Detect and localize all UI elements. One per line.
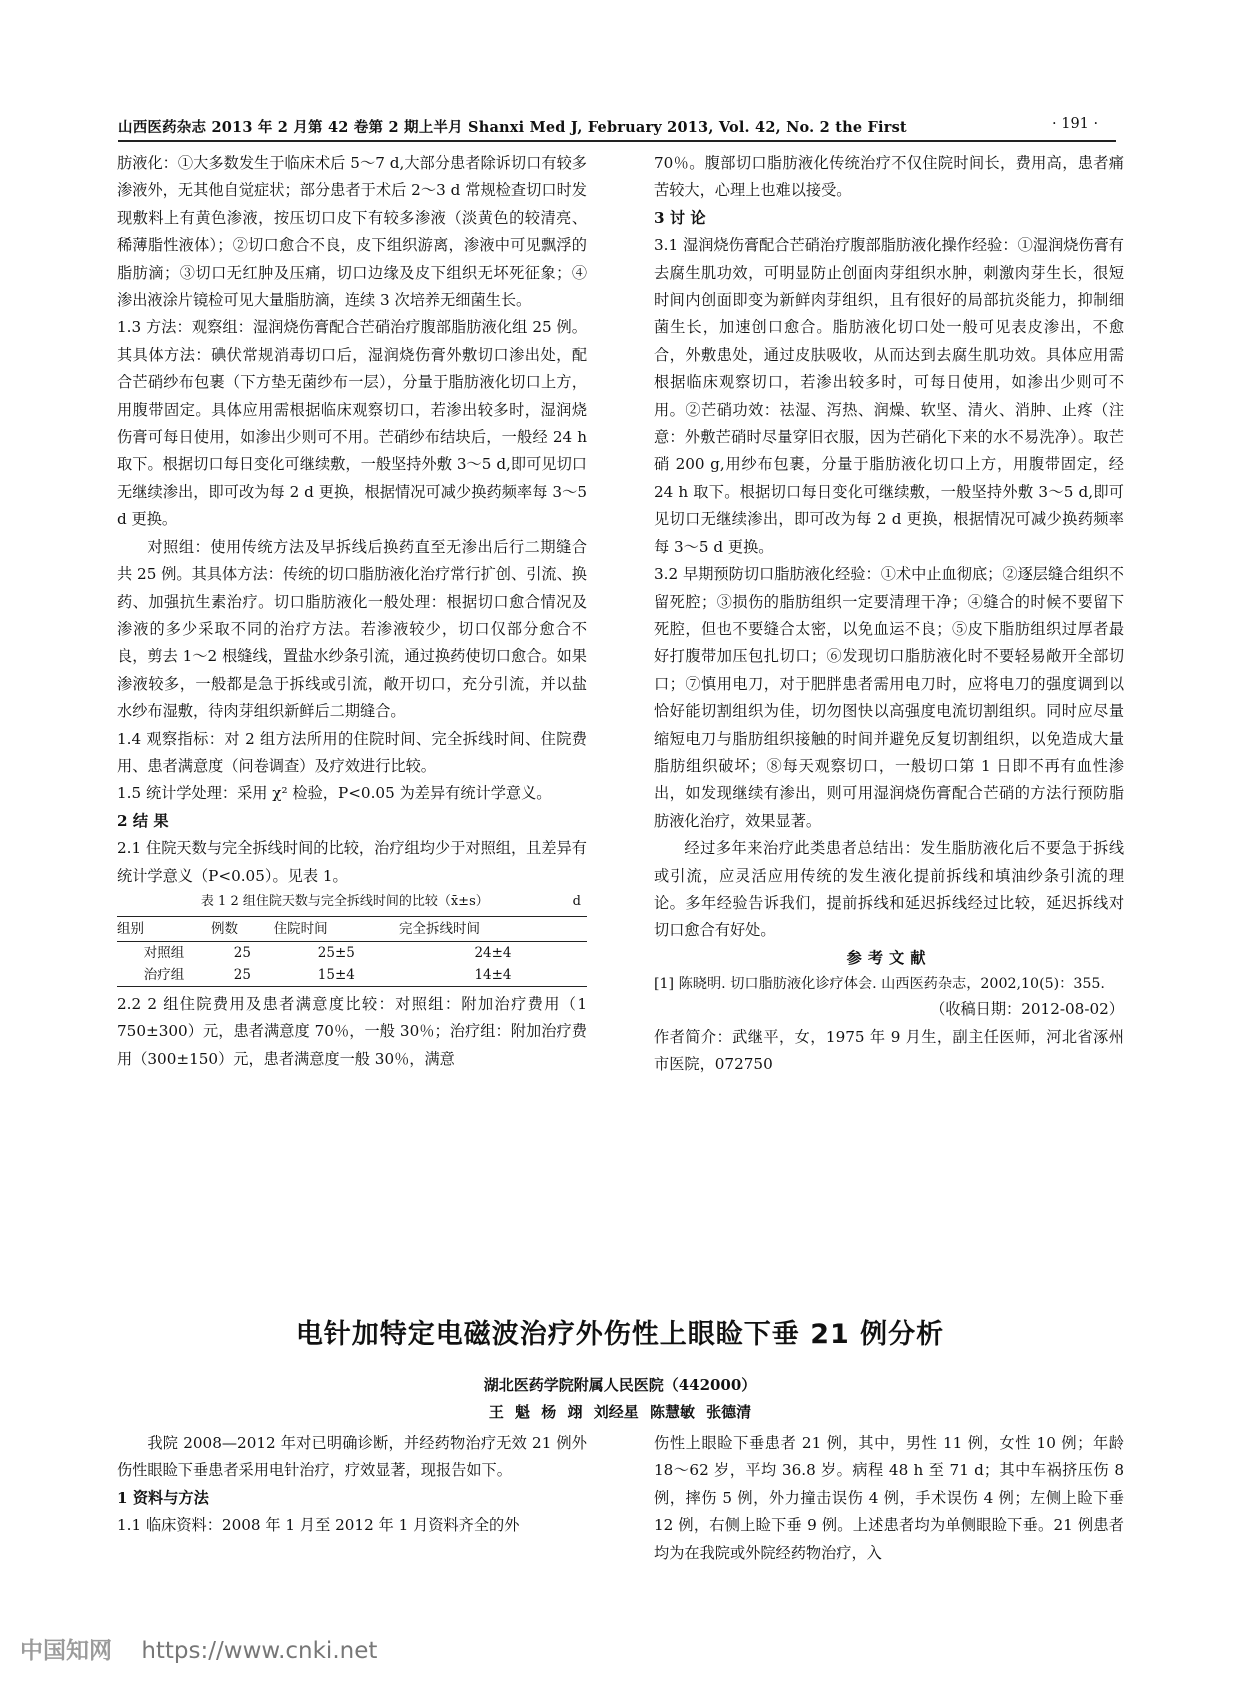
page-number: · 191 ·: [1052, 116, 1099, 132]
right-column: [654, 150, 1124, 1078]
table-1: [117, 916, 587, 987]
article2-left-column: [117, 1430, 587, 1540]
author-bio: 作者简介：武继平，女，1975 年 9 月生，副主任医师，河北省涿州市医院，072750: [654, 1027, 1124, 1073]
left-column: [117, 150, 587, 1073]
paragraph: 3.2 早期预防切口脂肪液化经验：①术中止血彻底；②逐层缝合组织不留死腔；③损伤的脂肪组织一定要清理干净；④缝合的时候不要留下死腔，但也不要缝合太密，以免血运不良；⑤皮下脂肪组织过厚者最好打腹带加压包扎切口；⑥发现切口脂肪液化时不要轻易敞开全部切口；⑦慎用电刀，对于肥胖患者需用电刀时，应将电刀的强度调到以恰好能切割组织为佳，切勿图快以高强度电流切割组织。同时应尽量缩短电刀与脂肪组织接触的时间并避免反复切割组织，以免造成大量脂肪组织破坏；⑧每天观察切口，一般切口第 1 日即不再有血性渗出，如发现继续有渗出，则可用湿润烧伤膏配合芒硝的方法行预防脂肪液化治疗，效果显著。: [654, 565, 1124, 830]
section-heading: 2 结 果: [117, 811, 169, 830]
cnki-logo: 中国知网: [20, 1638, 112, 1664]
table-cell: 24±4: [474, 944, 512, 961]
table-header: 完全拆线时间: [399, 916, 587, 941]
table-header: 住院时间: [274, 916, 399, 941]
table-cell: 治疗组: [117, 964, 211, 987]
paragraph: 2.2 2 组住院费用及患者满意度比较：对照组：附加治疗费用（1 750±300）元，患者满意度 70％，一般 30％；治疗组：附加治疗费用（300±150）元，患者满意度一般 30％，满意: [117, 994, 587, 1068]
table-unit: d: [572, 893, 581, 909]
paragraph: 70％。腹部切口脂肪液化传统治疗不仅住院时间长，费用高，患者痛苦较大，心理上也难以接受。: [654, 154, 1124, 200]
section-heading: 3 讨 论: [654, 208, 706, 227]
paragraph: 对照组：使用传统方法及早拆线后换药直至无渗出后行二期缝合共 25 例。其具体方法：传统的切口脂肪液化治疗常行扩创、引流、换药、加强抗生素治疗。切口脂肪液化一般处理：根据切口愈合情况及渗液的多少采取不同的治疗方法。若渗液较少，切口仅部分愈合不良，剪去 1～2 根缝线，置盐水纱条引流，通过换药使切口愈合。如果渗液较多，一般都是急于拆线或引流，敞开切口，充分引流，并以盐水纱布湿敷，待肉芽组织新鲜后二期缝合。: [117, 537, 587, 721]
table-header-row: [117, 916, 587, 941]
paragraph: 经过多年来治疗此类患者总结出：发生脂肪液化后不要急于拆线或引流，应灵活应用传统的发生液化提前拆线和填油纱条引流的理论。多年经验告诉我们，提前拆线和延迟拆线经过比较，延迟拆线对切口愈合有好处。: [654, 839, 1124, 940]
affiliation: 湖北医药学院附属人民医院（442000）: [483, 1376, 757, 1394]
paragraph: 1.3 方法：观察组：湿润烧伤膏配合芒硝治疗腹部脂肪液化组 25 例。其具体方法：碘伏常规消毒切口后，湿润烧伤膏外敷切口渗出处，配合芒硝纱布包裹（下方垫无菌纱布一层），分量于脂肪液化切口上方，用腹带固定。具体应用需根据临床观察切口，若渗出较多时，湿润烧伤膏可每日使用，如渗出少则可不用。芒硝纱布结块后，一般经 24 h 取下。根据切口每日变化可继续敷，一般坚持外敷 3～5 d,即可见切口无继续渗出，即可改为每 2 d 更换，根据情况可减少换药频率每 3～5 d 更换。: [117, 318, 587, 529]
received-date: （收稿日期：2012-08-02）: [930, 1000, 1124, 1019]
table-header: 例数: [211, 916, 274, 941]
article2-right-column: [654, 1430, 1124, 1567]
paragraph: 2.1 住院天数与完全拆线时间的比较，治疗组均少于对照组，且差异有统计学意义（P<0.05）。见表 1。: [117, 839, 587, 885]
table-row: [117, 964, 587, 987]
footer-watermark: [20, 1632, 377, 1665]
table-cell: 对照组: [143, 944, 185, 961]
authors: 王 魁 杨 翊 刘经星 陈慧敏 张德清: [488, 1403, 752, 1421]
footer-url[interactable]: https://www.cnki.net: [141, 1638, 378, 1664]
table-cell: 15±4: [274, 964, 399, 987]
article-title: 电针加特定电磁波治疗外伤性上眼睑下垂 21 例分析: [295, 1319, 945, 1350]
paragraph: 我院 2008—2012 年对已明确诊断，并经药物治疗无效 21 例外伤性眼睑下垂患者采用电针治疗，疗效显著，现报告如下。: [117, 1434, 587, 1480]
running-header: 山西医药杂志 2013 年 2 月第 42 卷第 2 期上半月 Shanxi Med J, February 2013, Vol. 42, No. 2 the First: [118, 119, 907, 136]
table-cell: 25: [233, 944, 251, 961]
paragraph: 1.4 观察指标：对 2 组方法所用的住院时间、完全拆线时间、住院费用、患者满意度（问卷调查）及疗效进行比较。: [117, 729, 587, 775]
paragraph: 1.1 临床资料：2008 年 1 月至 2012 年 1 月资料齐全的外: [117, 1516, 520, 1535]
paragraph: 肪液化：①大多数发生于临床术后 5～7 d,大部分患者除诉切口有较多渗液外，无其他自觉症状；部分患者于术后 2～3 d 常规检查切口时发现敷料上有黄色渗液，按压切口皮下有较多渗液（淡黄色的较清亮、稀薄脂性液体）；②切口愈合不良，皮下组织游离，渗液中可见飘浮的脂肪滴；③切口无红肿及压痛，切口边缘及皮下组织无坏死征象；④渗出液涂片镜检可见大量脂肪滴，连续 3 次培养无细菌生长。: [117, 154, 587, 310]
paragraph: 1.5 统计学处理：采用 χ² 检验，P<0.05 为差异有统计学意义。: [117, 784, 552, 803]
header-rule: [118, 140, 1116, 142]
table-header: 组别: [117, 916, 211, 941]
table-cell: 25±5: [317, 944, 355, 961]
table-row: [117, 941, 587, 964]
section-heading: 1 资料与方法: [117, 1488, 209, 1507]
table-caption: [117, 892, 587, 912]
paragraph: 伤性上眼睑下垂患者 21 例，其中，男性 11 例，女性 10 例；年龄 18～62 岁，平均 36.8 岁。病程 48 h 至 71 d；其中车祸挤压伤 8 例，摔伤 5 例，外力撞击误伤 4 例，手术误伤 4 例；左侧上睑下垂 12 例，右侧上睑下垂 9 例。上述患者均为单侧眼睑下垂。21 例患者均为在我院或外院经药物治疗，入: [654, 1434, 1124, 1562]
table-title: 表 1 2 组住院天数与完全拆线时间的比较（x̄±s）: [200, 893, 489, 909]
paragraph: 3.1 湿润烧伤膏配合芒硝治疗腹部脂肪液化操作经验：①湿润烧伤膏有去腐生肌功效，可明显防止创面肉芽组织水肿，刺激肉芽生长，很短时间内创面即变为新鲜肉芽组织，且有很好的局部抗炎能力，抑制细菌生长，加速创口愈合。脂肪液化切口处一般可见表皮渗出，不愈合，外敷患处，通过皮肤吸收，从而达到去腐生肌功效。具体应用需根据临床观察切口，若渗出较多时，可每日使用，如渗出少则可不用。②芒硝功效：祛湿、泻热、润燥、软坚、清火、消肿、止疼（注意：外敷芒硝时尽量穿旧衣服，因为芒硝化下来的水不易洗净）。取芒硝 200 g,用纱布包裹，分量于脂肪液化切口上方，用腹带固定，经 24 h 取下。根据切口每日变化可继续敷，一般坚持外敷 3～5 d,即可见切口无继续渗出，即可改为每 2 d 更换，根据情况可减少换药频率每 3～5 d 更换。: [654, 236, 1124, 556]
table-cell: 25: [211, 964, 274, 987]
references-heading: 参考文献: [846, 948, 932, 967]
reference-item: [1] 陈晓明. 切口脂肪液化诊疗体会. 山西医药杂志，2002,10(5)：355.: [654, 976, 1105, 993]
table-cell: 14±4: [399, 964, 587, 987]
